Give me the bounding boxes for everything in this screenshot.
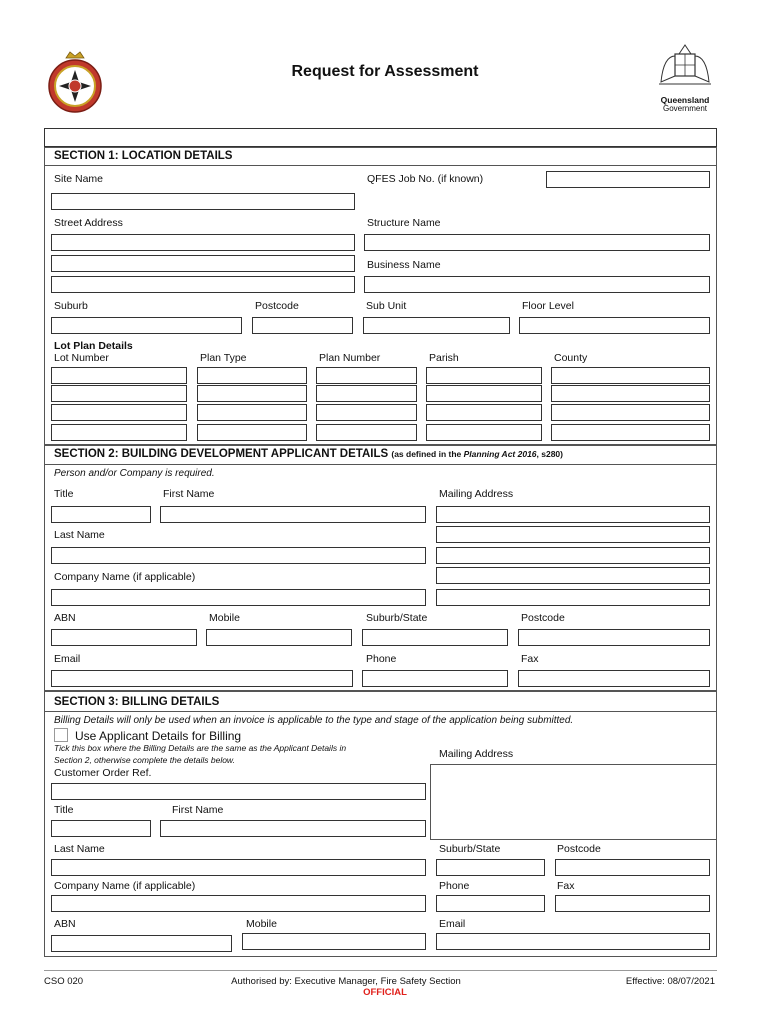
street-address-input-3[interactable]	[51, 276, 355, 293]
sub-unit-label: Sub Unit	[366, 300, 407, 312]
county-input[interactable]	[551, 367, 710, 384]
s2-phone-input[interactable]	[362, 670, 508, 687]
plan-number-label: Plan Number	[319, 352, 381, 364]
section2-heading-text: SECTION 2: BUILDING DEVELOPMENT APPLICANT DETAILS	[54, 448, 389, 460]
s3-company-name-label: Company Name (if applicable)	[54, 880, 196, 892]
s2-title-input[interactable]	[51, 506, 151, 523]
suburb-input[interactable]	[51, 317, 242, 334]
postcode-label: Postcode	[255, 300, 299, 312]
s2-mailing-address-input-2[interactable]	[436, 526, 710, 543]
s3-title-label: Title	[54, 804, 74, 816]
county-input[interactable]	[551, 385, 710, 402]
plan-type-label: Plan Type	[200, 352, 247, 364]
s3-mobile-label: Mobile	[246, 918, 277, 930]
sub-unit-input[interactable]	[363, 317, 510, 334]
s3-suburb-state-label: Suburb/State	[439, 843, 501, 855]
footer-rule	[44, 970, 717, 971]
s3-email-input[interactable]	[436, 933, 710, 950]
government-label: Government	[662, 104, 708, 113]
s2-mobile-input[interactable]	[206, 629, 352, 646]
footer-authorised: Authorised by: Executive Manager, Fire Safety Section	[231, 976, 461, 987]
s3-mobile-input[interactable]	[242, 933, 426, 950]
street-address-input-2[interactable]	[51, 255, 355, 272]
s2-fax-input[interactable]	[518, 670, 710, 687]
s2-abn-label: ABN	[54, 612, 76, 624]
s2-postcode-input[interactable]	[518, 629, 710, 646]
heading-note-suffix: , s280)	[536, 449, 563, 459]
s2-mailing-address-input-4[interactable]	[436, 567, 710, 584]
plan-type-input[interactable]	[197, 367, 307, 384]
lot-number-input[interactable]	[51, 424, 187, 441]
s2-last-name-label: Last Name	[54, 529, 105, 541]
footer-effective-date: Effective: 08/07/2021	[625, 976, 715, 987]
plan-type-input[interactable]	[197, 385, 307, 402]
parish-label: Parish	[429, 352, 459, 364]
s2-mailing-address-label: Mailing Address	[439, 488, 514, 500]
section3-head-rule	[44, 711, 717, 712]
plan-number-input[interactable]	[316, 424, 417, 441]
county-input[interactable]	[551, 404, 710, 421]
billing-details-note: Billing Details will only be used when an invoice is applicable to the type and stage of the application being submitted.	[54, 715, 574, 726]
plan-number-input[interactable]	[316, 404, 417, 421]
use-applicant-label: Use Applicant Details for Billing	[75, 729, 242, 743]
floor-level-label: Floor Level	[522, 300, 574, 312]
suburb-label: Suburb	[54, 300, 88, 312]
plan-type-input[interactable]	[197, 424, 307, 441]
parish-input[interactable]	[426, 404, 542, 421]
s2-postcode-label: Postcode	[521, 612, 565, 624]
customer-order-ref-input[interactable]	[51, 783, 426, 800]
plan-type-input[interactable]	[197, 404, 307, 421]
s3-phone-label: Phone	[439, 880, 470, 892]
street-address-input-1[interactable]	[51, 234, 355, 251]
lot-number-input[interactable]	[51, 385, 187, 402]
s2-mailing-address-input-5[interactable]	[436, 589, 710, 606]
s3-first-name-input[interactable]	[160, 820, 426, 837]
lot-number-label: Lot Number	[54, 352, 109, 364]
customer-order-ref-label: Customer Order Ref.	[54, 767, 152, 779]
s3-email-label: Email	[439, 918, 466, 930]
s2-company-name-input[interactable]	[51, 589, 426, 606]
queensland-label: Queensland	[660, 95, 710, 105]
s3-first-name-label: First Name	[172, 804, 224, 816]
site-name-label: Site Name	[54, 173, 104, 185]
business-name-label: Business Name	[367, 259, 441, 271]
parish-input[interactable]	[426, 424, 542, 441]
s2-company-name-label: Company Name (if applicable)	[54, 571, 196, 583]
s2-first-name-label: First Name	[163, 488, 215, 500]
s2-last-name-input[interactable]	[51, 547, 426, 564]
s3-postcode-input[interactable]	[555, 859, 710, 876]
s2-email-input[interactable]	[51, 670, 353, 687]
page-title: Request for Assessment	[291, 63, 479, 80]
footer-official: OFFICIAL	[363, 987, 407, 998]
section1-heading: SECTION 1: LOCATION DETAILS	[54, 150, 233, 162]
plan-number-input[interactable]	[316, 367, 417, 384]
s3-title-input[interactable]	[51, 820, 151, 837]
footer-form-code: CSO 020	[44, 976, 84, 987]
s2-first-name-input[interactable]	[160, 506, 426, 523]
s3-last-name-input[interactable]	[51, 859, 426, 876]
s3-mailing-address-textarea[interactable]	[430, 764, 717, 840]
s3-mailing-address-label: Mailing Address	[439, 748, 514, 760]
s3-postcode-label: Postcode	[557, 843, 601, 855]
s2-phone-label: Phone	[366, 653, 397, 665]
s3-suburb-state-input[interactable]	[436, 859, 545, 876]
s2-suburb-state-label: Suburb/State	[366, 612, 428, 624]
parish-input[interactable]	[426, 385, 542, 402]
s2-fax-label: Fax	[521, 653, 539, 665]
street-address-label: Street Address	[54, 217, 123, 229]
structure-name-label: Structure Name	[367, 217, 441, 229]
lot-number-input[interactable]	[51, 404, 187, 421]
plan-number-input[interactable]	[316, 385, 417, 402]
s3-abn-label: ABN	[54, 918, 76, 930]
person-company-required-note: Person and/or Company is required.	[54, 468, 215, 479]
queensland-crest-logo	[655, 42, 715, 94]
lot-number-input[interactable]	[51, 367, 187, 384]
qfes-job-label: QFES Job No. (if known)	[367, 173, 484, 185]
use-applicant-checkbox[interactable]	[54, 728, 68, 742]
header-blank-field[interactable]	[44, 128, 717, 147]
s3-last-name-label: Last Name	[54, 843, 105, 855]
county-input[interactable]	[551, 424, 710, 441]
section3-heading: SECTION 3: BILLING DETAILS	[54, 696, 220, 708]
postcode-input[interactable]	[252, 317, 353, 334]
s2-mailing-address-input-1[interactable]	[436, 506, 710, 523]
s2-abn-input[interactable]	[51, 629, 197, 646]
planning-act-name: Planning Act 2016	[463, 449, 537, 459]
site-name-input[interactable]	[51, 193, 355, 210]
floor-level-input[interactable]	[519, 317, 710, 334]
section2-head-rule	[44, 464, 717, 465]
s2-suburb-state-input[interactable]	[362, 629, 508, 646]
s2-email-label: Email	[54, 653, 81, 665]
s2-mailing-address-input-3[interactable]	[436, 547, 710, 564]
s3-abn-input[interactable]	[51, 935, 232, 952]
qfes-badge-logo	[44, 48, 106, 114]
county-label: County	[554, 352, 588, 364]
section1-head-rule	[44, 165, 717, 166]
business-name-input[interactable]	[364, 276, 710, 293]
tick-note-line-2: Section 2, otherwise complete the details below.	[54, 755, 235, 765]
parish-input[interactable]	[426, 367, 542, 384]
lot-plan-details-label: Lot Plan Details	[54, 340, 133, 352]
heading-note-prefix: (as defined in the	[391, 449, 464, 459]
s3-phone-input[interactable]	[436, 895, 545, 912]
s3-fax-input[interactable]	[555, 895, 710, 912]
tick-note-line-1: Tick this box where the Billing Details are the same as the Applicant Details in	[54, 743, 347, 753]
section2-heading-note	[391, 449, 563, 459]
s3-fax-label: Fax	[557, 880, 575, 892]
section2-heading	[54, 448, 563, 460]
s2-title-label: Title	[54, 488, 74, 500]
qfes-job-input[interactable]	[546, 171, 710, 188]
structure-name-input[interactable]	[364, 234, 710, 251]
s3-company-name-input[interactable]	[51, 895, 426, 912]
s2-mobile-label: Mobile	[209, 612, 240, 624]
